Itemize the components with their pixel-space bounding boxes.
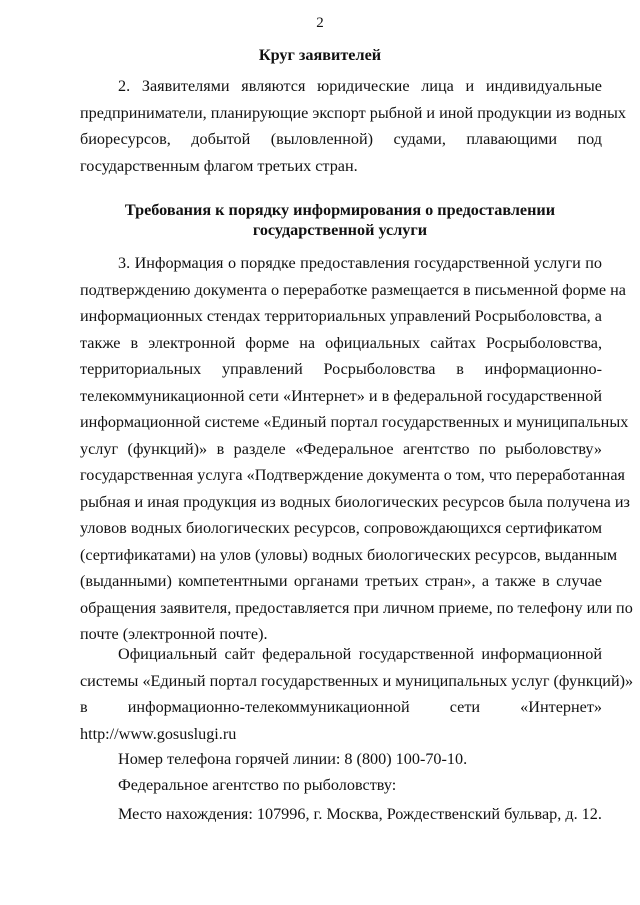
- text-line: системы «Единый портал государственных и муниципальных услуг (функций)»: [80, 671, 634, 690]
- agency-location: Место нахождения: 107996, г. Москва, Рождественский бульвар, д. 12.: [118, 805, 602, 823]
- text-line: в информационно-телекоммуникационной сети «Интернет»: [80, 698, 602, 716]
- text-line: государственным флагом третьих стран.: [80, 156, 358, 175]
- text-line: 3. Информация о порядке предоставления государственной услуги по: [118, 254, 602, 272]
- text-line: информационной системе «Единый портал государственных и муниципальных: [80, 413, 629, 431]
- text-line: почте (электронной почте).: [80, 625, 268, 643]
- text-line: телекоммуникационной сети «Интернет» и в федеральной государственной: [80, 386, 602, 405]
- agency-name: Федеральное агентство по рыболовству:: [118, 776, 397, 794]
- text-line: также в электронной форме на официальных сайтах Росрыболовства,: [80, 333, 602, 352]
- page-number: 2: [316, 15, 324, 31]
- text-line: территориальных управлений Росрыболовства в информационно-: [80, 360, 602, 378]
- text-line: государственная услуга «Подтверждение документа о том, что переработанная: [80, 466, 625, 484]
- heading-line: государственной услуги: [252, 221, 428, 239]
- text-line: обращения заявителя, предоставляется при личном приеме, по телефону или по: [80, 598, 633, 617]
- text-line: (выданными) компетентными органами третьих стран», а также в случае: [80, 572, 602, 590]
- text-line: услуг (функций)» в разделе «Федеральное агентство по рыболовству»: [80, 439, 602, 458]
- section-heading-information-requirements: [100, 200, 580, 240]
- paragraph-information: [80, 250, 633, 648]
- text-line: рыбная и иная продукция из водных биологических ресурсов была получена из: [80, 492, 630, 511]
- section-heading-applicants: Круг заявителей: [258, 46, 382, 64]
- text-line: уловов водных биологических ресурсов, сопровождающихся сертификатом: [80, 519, 602, 537]
- paragraph-official-site: [80, 641, 634, 747]
- website-url: http://www.gosuslugi.ru: [80, 724, 237, 743]
- text-line: Официальный сайт федеральной государственной информационной: [118, 645, 602, 663]
- text-line: 2. Заявителями являются юридические лица и индивидуальные: [118, 77, 602, 95]
- text-line: предприниматели, планирующие экспорт рыбной и иной продукции из водных: [80, 103, 626, 122]
- heading-line: Требования к порядку информирования о предоставлении: [124, 201, 556, 219]
- paragraph-applicants: [80, 73, 626, 179]
- hotline-text: Номер телефона горячей линии: 8 (800) 100-70-10.: [118, 750, 468, 768]
- text-line: информационных стендах территориальных управлений Росрыболовства, а: [80, 307, 602, 325]
- text-line: подтверждению документа о переработке размещается в письменной форме на: [80, 280, 626, 299]
- text-line: биоресурсов, добытой (выловленной) судами, плавающими под: [80, 130, 602, 148]
- text-line: (сертификатами) на улов (уловы) водных биологических ресурсов, выданным: [80, 545, 618, 564]
